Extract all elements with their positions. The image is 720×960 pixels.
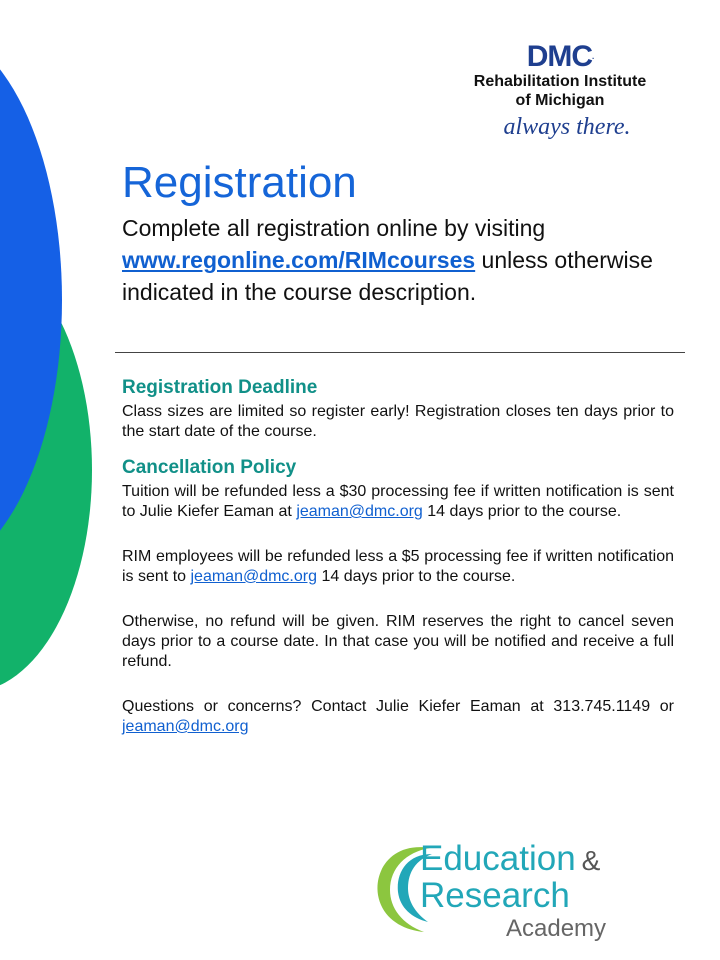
dmc-logo-line1: Rehabilitation Institute <box>473 73 647 90</box>
regonline-link[interactable]: www.regonline.com/RIMcourses <box>122 247 476 273</box>
email-link-3[interactable]: jeaman@dmc.org <box>122 718 249 735</box>
policy-body <box>122 374 674 737</box>
contact-text: Questions or concerns? Contact Julie Kiefer Eaman at 313.745.1149 or <box>122 698 674 715</box>
divider <box>115 352 685 353</box>
cancellation-heading: Cancellation Policy <box>122 457 297 478</box>
era-ampersand: & <box>581 845 601 876</box>
cancel-p1-text: Tuition will be refunded less a $30 processing fee if written notification is sent to Julie Kiefer Eaman at <box>122 483 674 520</box>
dmc-logo-line2: of Michigan <box>515 92 605 109</box>
era-word-research: Research <box>420 876 570 915</box>
intro-after: unless otherwise indicated in the course description. <box>122 247 653 305</box>
cancellation-paragraph-1 <box>122 482 674 522</box>
cancellation-paragraph-2 <box>122 547 674 587</box>
era-word-academy: Academy <box>506 915 607 942</box>
dmc-logo-tagline: always there. <box>503 114 631 140</box>
cancel-p2-after: 14 days prior to the course. <box>317 568 516 585</box>
deadline-heading: Registration Deadline <box>122 377 318 398</box>
dmc-logo-mark: DMC. <box>526 40 594 73</box>
cancel-p2-text: RIM employees will be refunded less a $5 processing fee if written notification is sent to <box>122 548 674 585</box>
cancellation-paragraph-3: Otherwise, no refund will be given. RIM reserves the right to cancel seven days prior to a course date. In that case you will be notified and receive a full refund. <box>122 613 674 670</box>
era-word-education: Education <box>420 839 576 878</box>
intro-text <box>122 212 662 308</box>
contact-paragraph <box>122 697 674 737</box>
education-research-academy-logo <box>372 840 652 945</box>
email-link-2[interactable]: jeaman@dmc.org <box>190 568 317 585</box>
email-link-1[interactable]: jeaman@dmc.org <box>296 503 423 520</box>
deadline-text: Class sizes are limited so register early! Registration closes ten days prior to the start date of the course. <box>122 403 674 440</box>
cancel-p1-after: 14 days prior to the course. <box>422 503 622 520</box>
intro-before: Complete all registration online by visiting <box>122 215 546 241</box>
page-title: Registration <box>122 158 357 207</box>
dmc-logo <box>465 42 655 144</box>
